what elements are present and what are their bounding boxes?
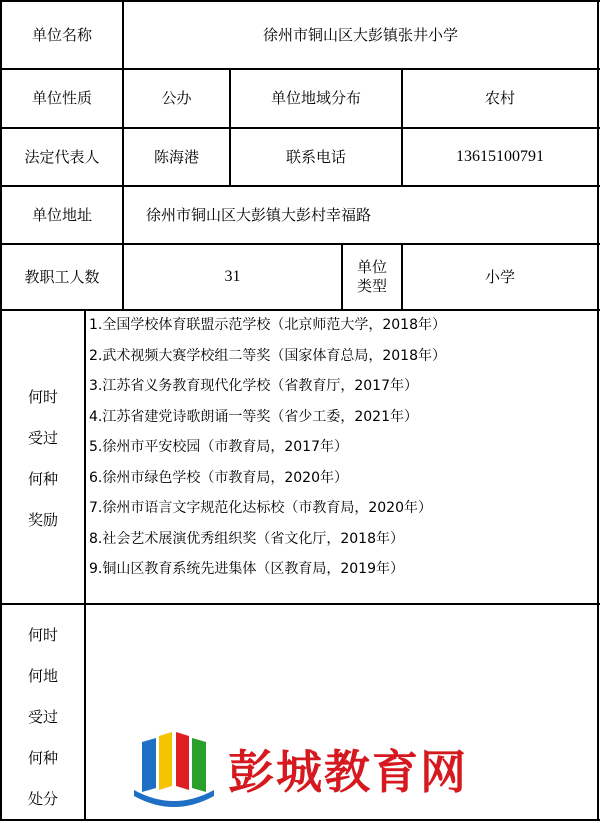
penalty-label-line: 处分 <box>27 790 58 808</box>
award-item: 5.徐州市平安校园（市教育局，2017年） <box>89 439 348 455</box>
penalty-label <box>2 615 84 820</box>
unit-name-value: 徐州市铜山区大彭镇张井小学 <box>262 25 458 44</box>
unit-nature-label: 单位性质 <box>31 89 92 107</box>
unit-type-value: 小学 <box>484 267 515 286</box>
penalty-label-line: 何种 <box>27 749 58 767</box>
phone-value: 13615100791 <box>456 148 544 165</box>
award-item: 1.全国学校体育联盟示范学校（北京师范大学，2018年） <box>89 317 446 333</box>
penalty-label-line: 受过 <box>27 708 58 726</box>
penalty-label-line: 何地 <box>27 667 58 685</box>
unit-type-label-line1: 单位 <box>356 258 387 276</box>
address-label: 单位地址 <box>31 205 92 224</box>
award-item: 9.铜山区教育系统先进集体（区教育局，2019年） <box>89 561 404 577</box>
unit-name-label: 单位名称 <box>31 25 92 44</box>
award-item: 4.江苏省建党诗歌朗诵一等奖（省少工委，2021年） <box>89 408 418 425</box>
awards-label-line: 奖励 <box>27 511 58 529</box>
award-item: 6.徐州市绿色学校（市教育局，2020年） <box>89 469 348 486</box>
legal-rep-value: 陈海港 <box>153 147 199 166</box>
award-item: 7.徐州市语言文字规范化达标校（市教育局，2020年） <box>89 500 432 516</box>
unit-type-label-line2: 类型 <box>356 277 387 295</box>
book-logo-icon <box>128 730 220 808</box>
award-item: 2.武术视频大赛学校组二等奖（国家体育总局，2018年） <box>89 347 446 364</box>
unit-region-label: 单位地域分布 <box>270 89 361 107</box>
award-item: 8.社会艺术展演优秀组织奖（省文化厅，2018年） <box>89 530 404 547</box>
unit-nature-value: 公办 <box>161 89 192 107</box>
legal-rep-label: 法定代表人 <box>24 147 100 166</box>
unit-type-label <box>343 245 401 309</box>
awards-list <box>89 310 589 585</box>
watermark-logo <box>128 730 468 810</box>
unit-region-value: 农村 <box>484 89 515 107</box>
penalty-label-line: 何时 <box>27 626 58 644</box>
address-value: 徐州市铜山区大彭镇大彭村幸福路 <box>146 205 372 224</box>
award-item: 3.江苏省义务教育现代化学校（省教育厅，2017年） <box>89 378 418 394</box>
awards-label-line: 受过 <box>27 429 58 447</box>
watermark-text: 彭城教育网 <box>228 745 468 799</box>
staff-count-label: 教职工人数 <box>24 267 100 286</box>
staff-count-value: 31 <box>224 268 241 285</box>
awards-label-line: 何时 <box>27 388 58 406</box>
phone-label: 联系电话 <box>285 147 346 166</box>
awards-label-line: 何种 <box>27 470 58 488</box>
awards-label <box>2 377 84 541</box>
